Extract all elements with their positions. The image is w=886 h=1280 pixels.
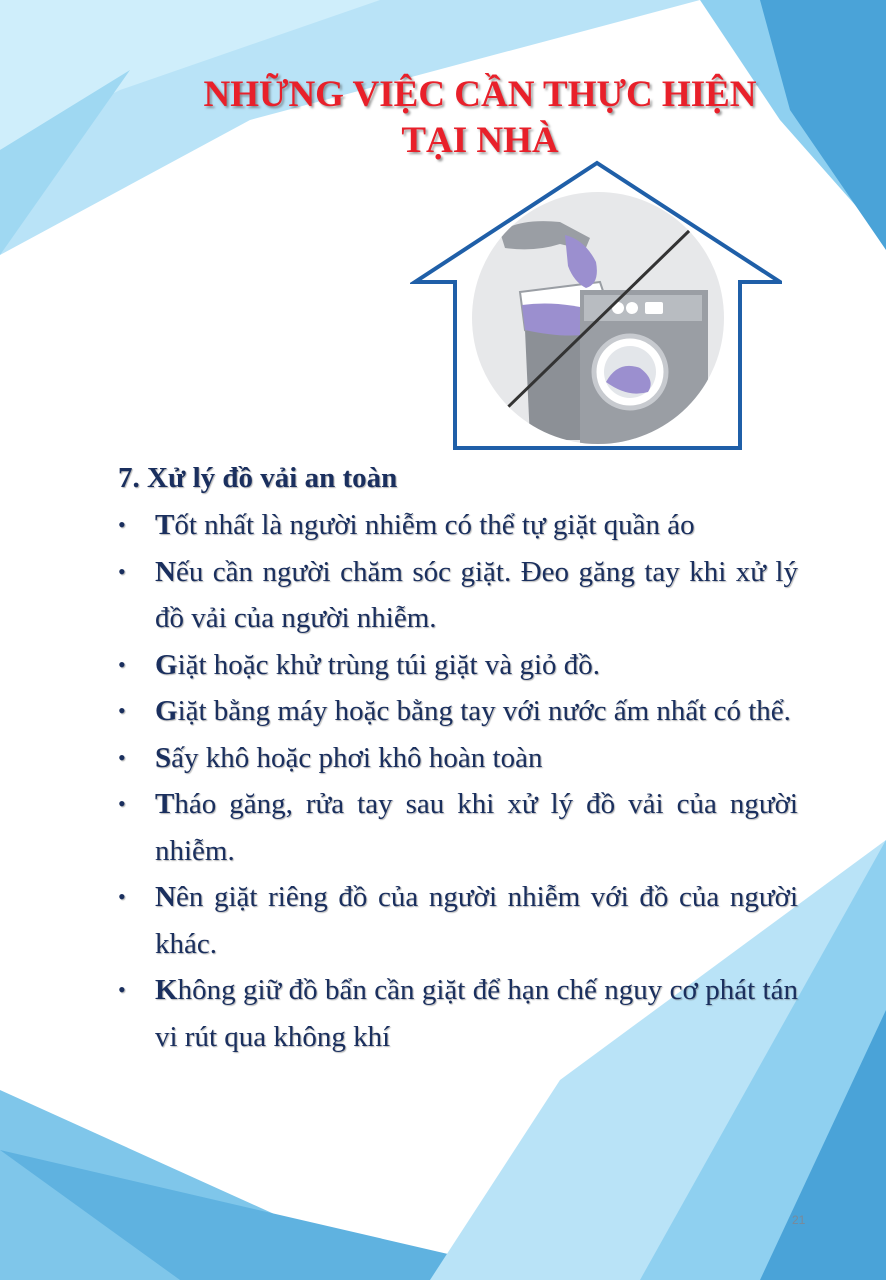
list-item-initial: K [155,974,178,1006]
list-item-text: ên giặt riêng đồ của người nhiễm với đồ của người khác. [155,881,798,960]
content-section [118,456,798,1060]
list-item-initial: N [155,881,176,913]
bullet-icon: • [118,791,126,816]
list-item-text: iặt bằng máy hoặc bằng tay với nước ấm nhất có thể. [177,695,791,727]
page-title-line-1: NHỮNG VIỆC CẦN THỰC HIỆN [203,74,757,115]
list-item [118,874,798,967]
list-item-text: ếu cần người chăm sóc giặt. Đeo găng tay khi xử lý đồ vải của người nhiễm. [155,555,798,634]
list-item [118,549,798,642]
list-item-text: háo găng, rửa tay sau khi xử lý đồ vải của người nhiễm. [155,788,798,867]
bullet-icon: • [118,977,126,1002]
bullet-icon: • [118,698,126,723]
list-item-text: hông giữ đồ bẩn cần giặt để hạn chế nguy cơ phát tán vi rút qua không khí [155,974,798,1053]
house-laundry-illustration [410,160,782,452]
list-item-initial: S [155,741,172,774]
bullet-list [118,502,798,1060]
bullet-icon: • [118,558,126,584]
list-item [118,642,798,689]
list-item-initial: G [155,648,178,681]
list-item [118,502,798,549]
bullet-icon: • [118,744,126,770]
bullet-icon: • [118,651,126,677]
list-item-text: ấy khô hoặc phơi khô hoàn toàn [171,741,543,774]
list-item-initial: T [155,788,175,820]
page-number: 21 [792,1213,806,1227]
list-item [118,967,798,1060]
bullet-icon: • [118,512,126,537]
section-heading: 7. Xử lý đồ vải an toàn [118,462,398,494]
list-item [118,735,798,782]
list-item [118,688,798,735]
list-item-initial: T [155,509,175,541]
page-title-line-2: TẠI NHÀ [401,120,559,161]
list-item-text: iặt hoặc khử trùng túi giặt và giỏ đồ. [177,648,601,681]
page-title [150,72,810,164]
list-item-text: ốt nhất là người nhiễm có thể tự giặt quần áo [174,509,695,541]
list-item-initial: N [155,555,176,588]
list-item-initial: G [155,695,178,727]
list-item [118,781,798,874]
bullet-icon: • [118,884,126,909]
